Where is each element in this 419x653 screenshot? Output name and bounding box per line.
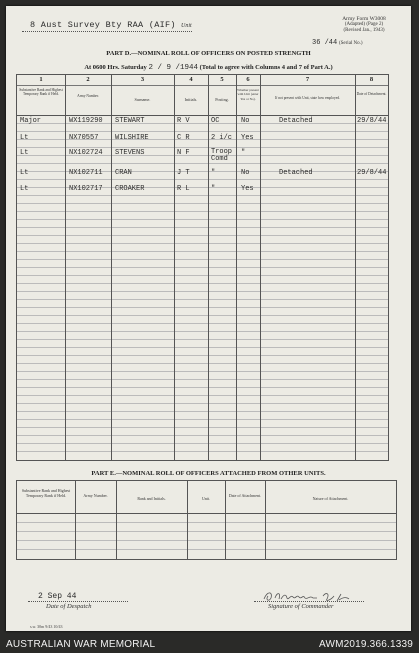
ruled-line [17,195,388,196]
officer-row-1-initials: R V [177,117,190,125]
ruled-line [17,427,388,428]
col-divider [355,75,356,460]
form-ref-line-2: (Adapted) (Page 2) [344,22,384,27]
officer-row-1-number: WX119290 [69,117,103,125]
ruled-line [17,419,388,420]
officer-row-3-present: " [241,149,246,157]
serial-value: 36 /44 [312,39,338,47]
officer-row-3-surname: STEVENS [115,149,145,157]
part-e-header-divider [17,513,396,514]
col-divider [116,481,117,559]
officer-row-4-number: NX102711 [69,169,103,177]
col-divider [236,75,237,460]
col-divider [187,481,188,559]
ruled-line [17,435,388,436]
time-prefix: At 0600 Hrs. Saturday [84,64,147,71]
despatch-date: 2 Sep 44 [38,592,77,601]
part-e-col-nature: Nature of Attachment. [312,496,349,501]
serial-label: (Serial No.) [338,41,363,46]
col-divider [111,75,112,460]
ruled-line [17,163,388,164]
officer-row-2-surname: WILSHIRE [115,134,149,142]
ruled-line [17,275,388,276]
signature-label: Signature of Commander [268,603,334,610]
officer-row-2-posting: 2 i/c [211,134,233,142]
col-number: 4 [189,76,193,83]
ruled-line [17,299,388,300]
officer-row-4-present: No [241,169,250,177]
number-row-divider [17,85,388,86]
officer-row-4-initials: J T [177,169,190,177]
officer-row-1-posting: OC [211,117,220,125]
ruled-line [17,522,396,523]
officer-row-1-present: No [241,117,250,125]
col-header-employed: If not present with Unit, state how employed. [274,96,341,100]
printer-note: s.w. 30m 9/43 10/43 [30,624,63,629]
col-header-surname: Surname. [134,97,151,102]
unit-dotted-line [22,31,192,32]
ruled-line [17,267,388,268]
officer-row-1-rank: Major [20,117,42,125]
officer-row-1-date: 29/8/44 [357,117,387,125]
ruled-line [17,395,388,396]
col-number: 6 [246,76,250,83]
officer-row-5-surname: CROAKER [115,185,145,193]
ruled-line [17,179,388,180]
ruled-line [17,411,388,412]
ruled-line [17,339,388,340]
col-divider [174,75,175,460]
ruled-line [17,451,388,452]
officer-row-5-present: Yes [241,185,254,193]
col-header-initials: Initials. [184,97,198,102]
officer-row-3-posting: Troop Comd [211,148,233,163]
col-number: 3 [140,76,145,83]
ruled-line [17,323,388,324]
ruled-line [17,235,388,236]
officer-row-4-surname: CRAN [115,169,132,177]
part-e-col-rank: Substantive Rank and Highest Temporary Rank if Held. [21,488,71,498]
part-e-col-unit: Unit. [201,496,211,501]
officer-row-5-number: NX102717 [69,185,103,193]
col-number: 2 [86,76,90,83]
form-ref-line-1: Army Form W3008 [342,16,386,22]
col-header-detach-date: Date of Detachment. [356,92,387,96]
officer-row-1-employed: Detached [279,117,313,125]
col-divider [265,481,266,559]
officer-row-3-number: NX102724 [69,149,103,157]
form-reference [324,16,404,34]
col-header-army-number: Army Number. [77,94,99,98]
officer-row-2-number: NX70557 [69,134,99,142]
ruled-line [17,259,388,260]
ruled-line [17,379,388,380]
header-row-divider [17,115,388,116]
ruled-line [17,203,388,204]
part-e-title: PART E.—NOMINAL ROLL OF OFFICERS ATTACHED FROM OTHER UNITS. [91,470,326,477]
ruled-line [17,387,388,388]
part-d-table [16,74,389,461]
officer-row-5-posting: " [211,185,216,193]
time-suffix: (Total to agree with Columns 4 and 7 of Part A.) [199,64,333,71]
officer-row-1-surname: STEWART [115,117,145,125]
ruled-line [17,363,388,364]
time-line [26,64,391,72]
ruled-line [17,403,388,404]
officer-row-4-rank: Lt [20,169,29,177]
form-ref-line-3: (Revised Jan., 1943) [343,28,385,33]
col-header-rank: Substantive Rank and Highest Temporary Rank if Held. [19,88,63,97]
credit-left: AUSTRALIAN WAR MEMORIAL [6,639,156,650]
ruled-line [17,251,388,252]
ruled-line [17,355,388,356]
ruled-line [17,147,388,148]
ruled-line [17,291,388,292]
officer-row-3-rank: Lt [20,149,29,157]
part-e-col-army-number: Army Number. [83,493,108,498]
ruled-line [17,347,388,348]
ruled-line [17,211,388,212]
part-d-title: PART D.—NOMINAL ROLL OF OFFICERS ON POSTED STRENGTH [106,50,311,57]
ruled-line [17,443,388,444]
credit-right: AWM2019.366.1339 [318,639,413,650]
col-divider [65,75,66,460]
col-number: 7 [305,76,310,83]
despatch-label: Date of Despatch [46,603,92,610]
officer-row-2-initials: C R [177,134,190,142]
ruled-line [17,243,388,244]
signature-dotted-line [254,601,364,602]
ruled-line [17,371,388,372]
ruled-line [17,531,396,532]
col-divider [208,75,209,460]
part-e-col-attach-date: Date of Attachment. [228,493,262,498]
col-header-present: Whether present with Unit (enter Yes or No). [237,88,259,101]
officer-row-5-initials: R L [177,185,190,193]
col-number: 1 [39,76,43,83]
ruled-line [17,331,388,332]
part-e-col-rank-initials: Rank and Initials. [137,496,166,501]
officer-row-3-initials: N F [177,149,190,157]
unit-name: 8 Aust Survey Bty RAA (AIF) [30,20,176,30]
ruled-line [17,315,388,316]
officer-row-4-posting: " [211,169,216,177]
ruled-line [17,227,388,228]
officer-row-4-date: 29/8/44 [357,169,387,177]
time-date: 2 / 9 /1944 [148,64,198,72]
part-e-table [16,480,397,560]
col-header-posting: Posting. [215,97,229,102]
serial-number [312,38,363,47]
ruled-line [17,283,388,284]
ruled-line [17,131,388,132]
ruled-line [17,219,388,220]
despatch-dotted-line [28,601,128,602]
officer-row-5-rank: Lt [20,185,29,193]
officer-row-2-rank: Lt [20,134,29,142]
officer-row-2-present: Yes [241,134,254,142]
col-divider [260,75,261,460]
unit-label: Unit [181,23,192,29]
ruled-line [17,307,388,308]
officer-row-4-employed: Detached [279,169,313,177]
form-sheet [6,6,411,631]
ruled-line [17,549,396,550]
col-number: 5 [220,76,224,83]
ruled-line [17,540,396,541]
col-number: 8 [369,76,374,83]
